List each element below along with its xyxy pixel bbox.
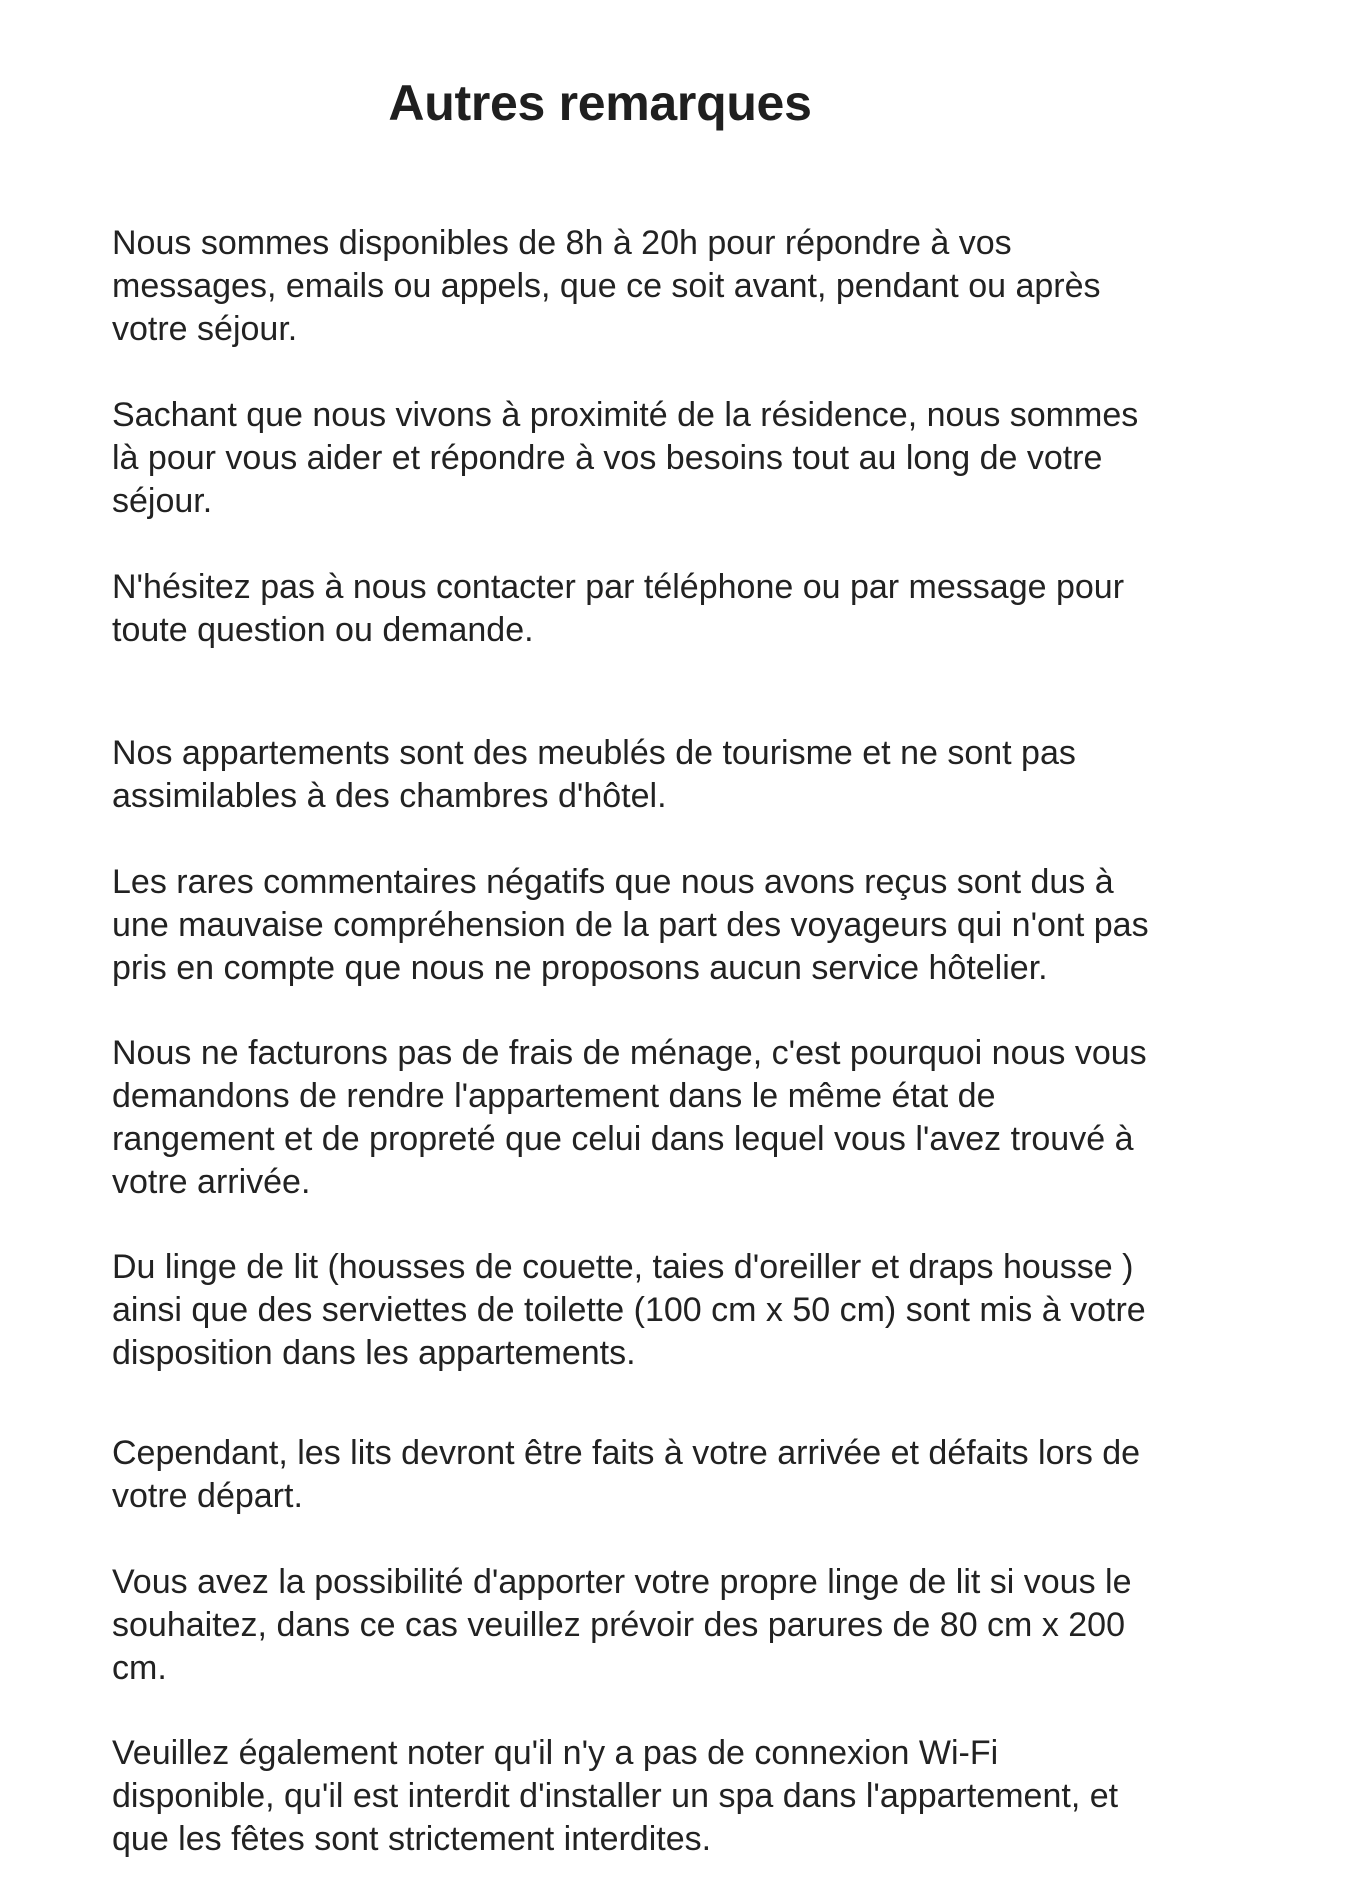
- paragraph-line: toute question ou demande.: [112, 611, 534, 649]
- paragraph: [112, 1032, 1232, 1204]
- paragraph: [112, 1246, 1232, 1375]
- paragraph-line: Veuillez également noter qu'il n'y a pas de connexion Wi-Fi: [112, 1734, 999, 1772]
- paragraph-line: disponible, qu'il est interdit d'installer un spa dans l'appartement, et: [112, 1777, 1119, 1815]
- paragraph-line: cm.: [112, 1649, 167, 1687]
- paragraph-line: demandons de rendre l'appartement dans le même état de: [112, 1077, 996, 1115]
- paragraph: [112, 566, 1232, 652]
- paragraph-line: disposition dans les appartements.: [112, 1334, 636, 1372]
- page-title: Autres remarques: [388, 75, 812, 131]
- paragraph-line: souhaitez, dans ce cas veuillez prévoir des parures de 80 cm x 200: [112, 1606, 1125, 1644]
- paragraph-line: pris en compte que nous ne proposons aucun service hôtelier.: [112, 949, 1048, 987]
- paragraph-line: messages, emails ou appels, que ce soit avant, pendant ou après: [112, 267, 1101, 305]
- paragraph-line: une mauvaise compréhension de la part des voyageurs qui n'ont pas: [112, 906, 1149, 944]
- paragraph-line: votre arrivée.: [112, 1163, 311, 1201]
- paragraph: [112, 1561, 1232, 1690]
- paragraph-line: Sachant que nous vivons à proximité de la résidence, nous sommes: [112, 396, 1139, 434]
- paragraph-line: N'hésitez pas à nous contacter par téléphone ou par message pour: [112, 568, 1125, 606]
- paragraph-line: Nous ne facturons pas de frais de ménage, c'est pourquoi nous vous: [112, 1034, 1147, 1072]
- paragraph-line: ainsi que des serviettes de toilette (100 cm x 50 cm) sont mis à votre: [112, 1291, 1146, 1329]
- paragraph-line: Les rares commentaires négatifs que nous avons reçus sont dus à: [112, 863, 1114, 901]
- paragraph-line: Nos appartements sont des meublés de tourisme et ne sont pas: [112, 734, 1076, 772]
- paragraph-line: que les fêtes sont strictement interdites.: [112, 1820, 712, 1858]
- paragraph-line: votre départ.: [112, 1477, 303, 1515]
- paragraph: [112, 1732, 1232, 1861]
- paragraph: [112, 222, 1232, 351]
- paragraph: [112, 394, 1232, 523]
- paragraph-line: Nous sommes disponibles de 8h à 20h pour répondre à vos: [112, 224, 1012, 262]
- paragraph: [112, 1432, 1232, 1518]
- paragraph: [112, 732, 1232, 818]
- paragraph-line: assimilables à des chambres d'hôtel.: [112, 777, 667, 815]
- paragraph: [112, 861, 1232, 990]
- paragraph-line: rangement et de propreté que celui dans lequel vous l'avez trouvé à: [112, 1120, 1134, 1158]
- paragraph-line: séjour.: [112, 482, 213, 520]
- paragraph-line: Du linge de lit (housses de couette, taies d'oreiller et draps housse ): [112, 1248, 1134, 1286]
- paragraph-line: votre séjour.: [112, 310, 298, 348]
- paragraph-line: Cependant, les lits devront être faits à votre arrivée et défaits lors de: [112, 1434, 1141, 1472]
- paragraph-line: Vous avez la possibilité d'apporter votre propre linge de lit si vous le: [112, 1563, 1132, 1601]
- paragraph-line: là pour vous aider et répondre à vos besoins tout au long de votre: [112, 439, 1103, 477]
